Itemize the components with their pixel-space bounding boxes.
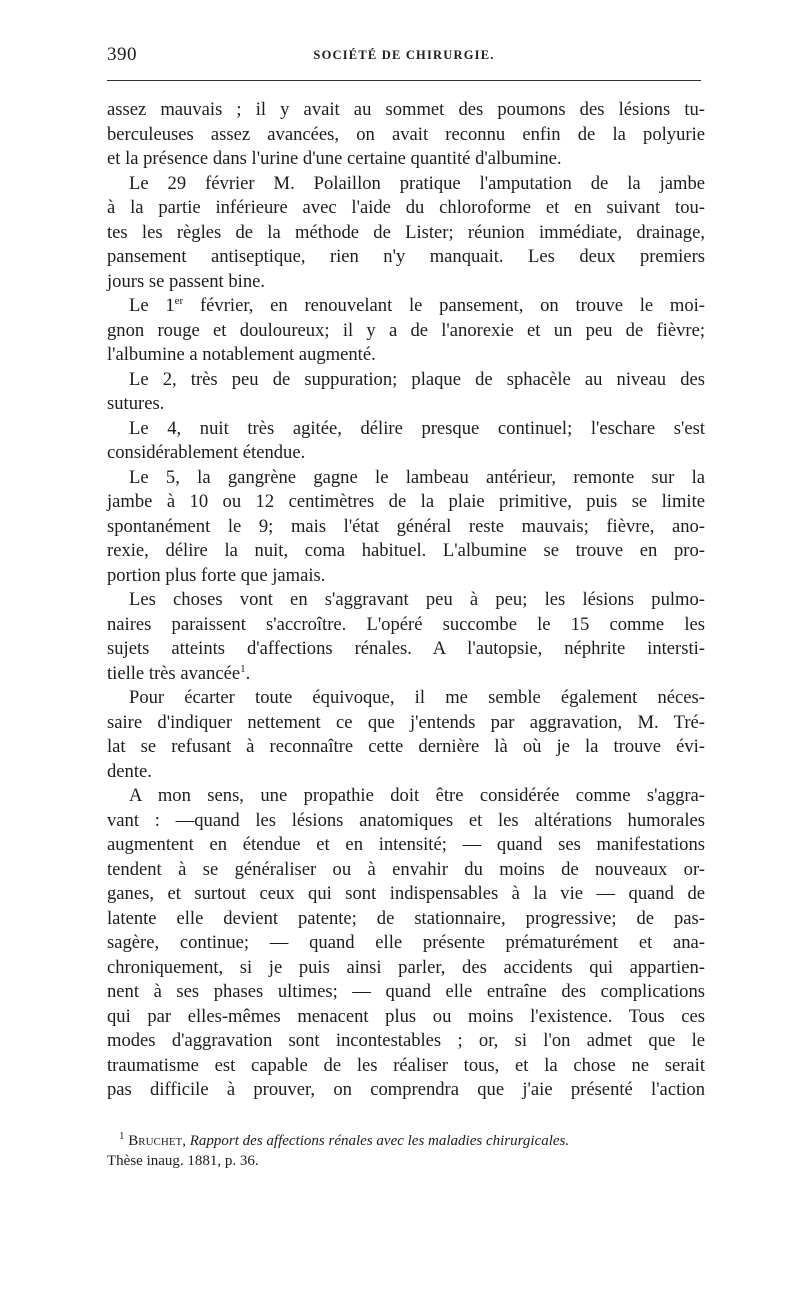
text-line: saire d'indiquer nettement ce que j'entends par aggravation, M. Tré- [107, 711, 705, 733]
text-line: considérablement étendue. [107, 442, 306, 463]
text-line: gnon rouge et douloureux; il y a de l'anorexie et un peu de fièvre; [107, 319, 705, 341]
text-line: jambe à 10 ou 12 centimètres de la plaie primitive, puis se limite [107, 491, 705, 512]
text-fragment: tielle très avancée [107, 662, 241, 684]
text-line: tendent à se généraliser ou à envahir du moins de nouveaux or- [107, 858, 705, 880]
text-line: sujets atteints d'affections rénales. A l'autopsie, néphrite intersti- [107, 638, 705, 659]
text-line: Les choses vont en s'aggravant peu à peu; les lésions pulmo- [129, 589, 705, 610]
text-line: et la présence dans l'urine d'une certaine quantité d'albumine. [107, 148, 562, 169]
page-number: 390 [107, 44, 137, 65]
text-line: l'albumine a notablement augmenté. [107, 344, 376, 365]
text-line: tes les règles de la méthode de Lister; réunion immédiate, drainage, [107, 221, 705, 243]
text-line: Le 2, très peu de suppuration; plaque de sphacèle au niveau des [129, 368, 705, 390]
text-line: qui par elles-mêmes menacent plus ou moins l'existence. Tous ces [107, 1005, 705, 1027]
text-line-with-footnote-ref: tielle très avancée$^1$. [107, 662, 251, 684]
text-line: Pour écarter toute équivoque, il me semble également néces- [129, 687, 705, 708]
text-line: assez mauvais ; il y avait au sommet des poumons des lésions tu- [107, 99, 705, 120]
text-line: nent à ses phases ultimes; — quand elle entraîne des complications [107, 981, 705, 1002]
text-line: Le 5, la gangrène gagne le lambeau antérieur, remonte sur la [129, 466, 705, 488]
text-line: A mon sens, une propathie doit être considérée comme s'aggra- [129, 785, 705, 806]
text-line: Le 29 février M. Polaillon pratique l'amputation de la jambe [129, 172, 705, 194]
text-line: augmentent en étendue et en intensité; — quand ses manifestations [107, 834, 705, 855]
header-rule [107, 80, 701, 81]
text-line: portion plus forte que jamais. [107, 564, 326, 586]
text-line: sutures. [107, 393, 165, 414]
text-line: traumatisme est capable de les réaliser tous, et la chose ne serait [107, 1054, 705, 1076]
text-line: lat se refusant à reconnaître cette dernière là où je la trouve évi- [107, 736, 705, 757]
running-title: SOCIÉTÉ DE CHIRURGIE. [313, 48, 495, 62]
text-line: jours se passent bine. [107, 270, 266, 292]
text-line: chroniquement, si je puis ainsi parler, des accidents qui appartien- [107, 956, 705, 978]
text-line: spontanément le 9; mais l'état général reste mauvais; fièvre, ano- [107, 515, 705, 537]
text-line: Le 4, nuit très agitée, délire presque continuel; l'eschare s'est [129, 417, 705, 439]
text-line: à la partie inférieure avec l'aide du chloroforme et en suivant tou- [107, 197, 705, 218]
text-line: sagère, continue; — quand elle présente prématurément et ana- [107, 932, 705, 953]
footnote-author: Bruchet [128, 1133, 183, 1149]
text-fragment: Le 1 [129, 295, 175, 316]
footnote-reference[interactable]: 1 [240, 662, 246, 675]
text-line: latente elle devient patente; de stationnaire, progressive; de pas- [107, 907, 705, 929]
text-line: pas difficile à prouver, on comprendra que j'aie présenté l'action [107, 1079, 705, 1100]
text-line-with-superscript [107, 294, 705, 319]
text-line: dente. [107, 760, 152, 782]
page-header [107, 44, 701, 74]
text-line: pansement antiseptique, rien n'y manquait. Les deux premiers [107, 246, 705, 267]
footnote-line: Thèse inaug. 1881, p. 36. [107, 1153, 259, 1169]
superscript: er [174, 294, 184, 307]
footnote-line: $^1$ Bruchet, Rapport des affections rénales avec les maladies chirurgicales. [119, 1130, 570, 1149]
body-text [107, 98, 705, 1103]
text-fragment: février, en renouvelant le pansement, on trouve le moi- [183, 295, 706, 316]
text-line: ganes, et surtout ceux qui sont indispensables à la vie — quand de [107, 883, 705, 904]
text-line: modes d'aggravation sont incontestables ; or, si l'on admet que le [107, 1030, 705, 1051]
text-line: naires paraissent s'accroître. L'opéré succombe le 15 comme les [107, 613, 705, 635]
footnote-marker: 1 [119, 1130, 125, 1142]
text-line: rexie, délire la nuit, coma habituel. L'albumine se trouve en pro- [107, 540, 705, 561]
text-line: berculeuses assez avancées, on avait reconnu enfin de la polyurie [107, 123, 705, 145]
footnote [107, 1131, 705, 1171]
text-line: vant : —quand les lésions anatomiques et les altérations humorales [107, 809, 705, 831]
footnote-title: Rapport des affections rénales avec les maladies chirurgicales. [189, 1133, 570, 1149]
